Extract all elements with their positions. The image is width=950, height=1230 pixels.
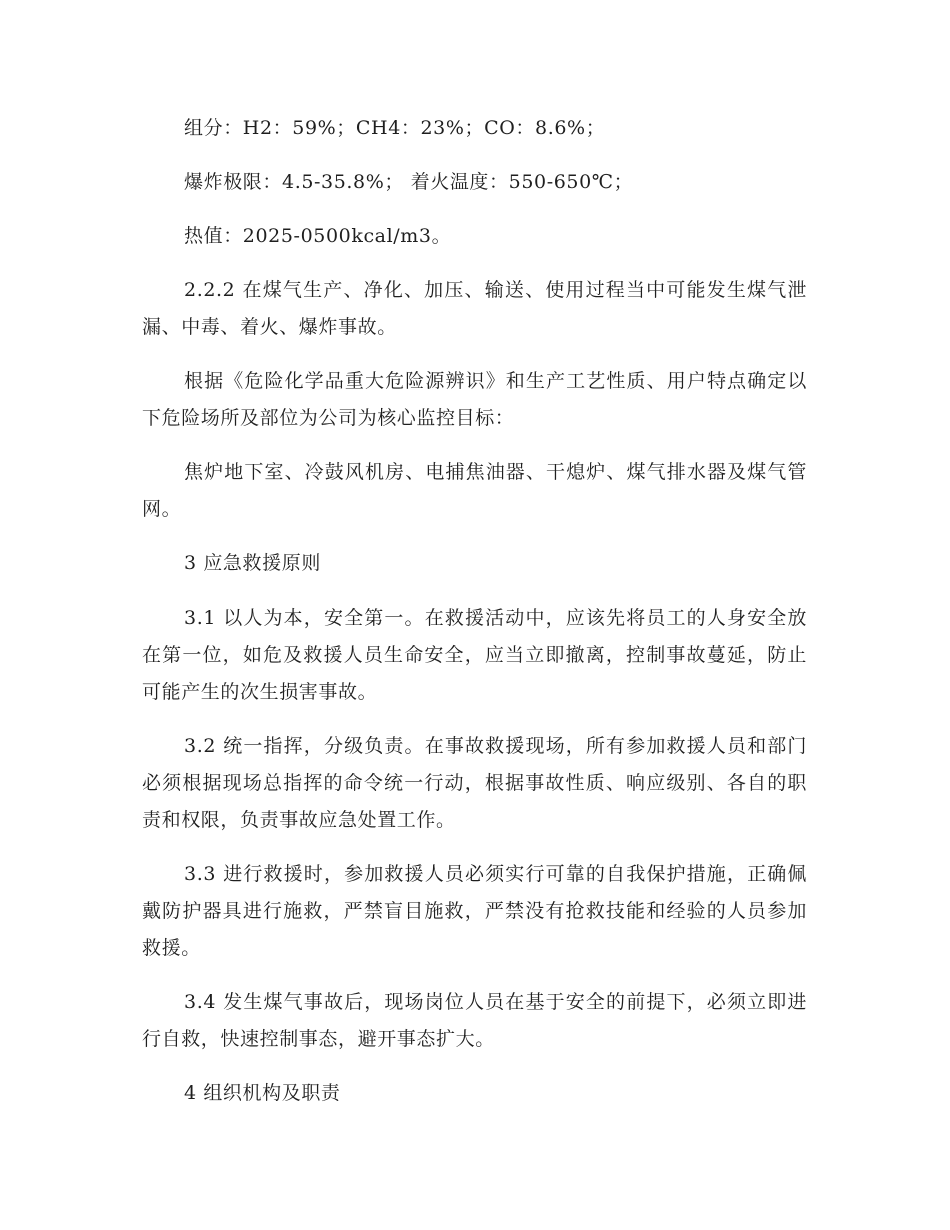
explosion-limit-line: 爆炸极限：4.5-35.8%； 着火温度：550-650℃； [184,171,634,193]
section-4-heading: 4 组织机构及职责 [184,1082,341,1104]
gas-composition-line: 组分：H2：59%；CH4：23%；CO：8.6%； [184,117,606,139]
heat-value-line: 热值：2025-0500kcal/m3。 [184,225,452,247]
section-3-heading: 3 应急救援原则 [184,552,321,574]
monitoring-targets-paragraph: 焦炉地下室、冷鼓风机房、电捕焦油器、干熄炉、煤气排水器及煤气管网。 [142,461,807,520]
section-3-4-paragraph: 3.4 发生煤气事故后，现场岗位人员在基于安全的前提下，必须立即进行自救，快速控制事态，避开事态扩大。 [142,991,807,1050]
section-2-2-2-paragraph: 2.2.2 在煤气生产、净化、加压、输送、使用过程当中可能发生煤气泄漏、中毒、着火、爆炸事故。 [142,279,807,338]
section-3-2-paragraph: 3.2 统一指挥，分级负责。在事故救援现场，所有参加救援人员和部门必须根据现场总指挥的命令统一行动，根据事故性质、响应级别、各自的职责和权限，负责事故应急处置工作。 [142,735,807,831]
document-body [142,110,807,1130]
hazard-identification-paragraph: 根据《危险化学品重大危险源辨识》和生产工艺性质、用户特点确定以下危险场所及部位为公司为核心监控目标： [142,370,807,429]
section-3-1-paragraph: 3.1 以人为本，安全第一。在救援活动中，应该先将员工的人身安全放在第一位，如危及救援人员生命安全，应当立即撤离，控制事故蔓延，防止可能产生的次生损害事故。 [142,607,807,703]
section-3-3-paragraph: 3.3 进行救援时，参加救援人员必须实行可靠的自我保护措施，正确佩戴防护器具进行施救，严禁盲目施救，严禁没有抢救技能和经验的人员参加救援。 [142,863,807,959]
